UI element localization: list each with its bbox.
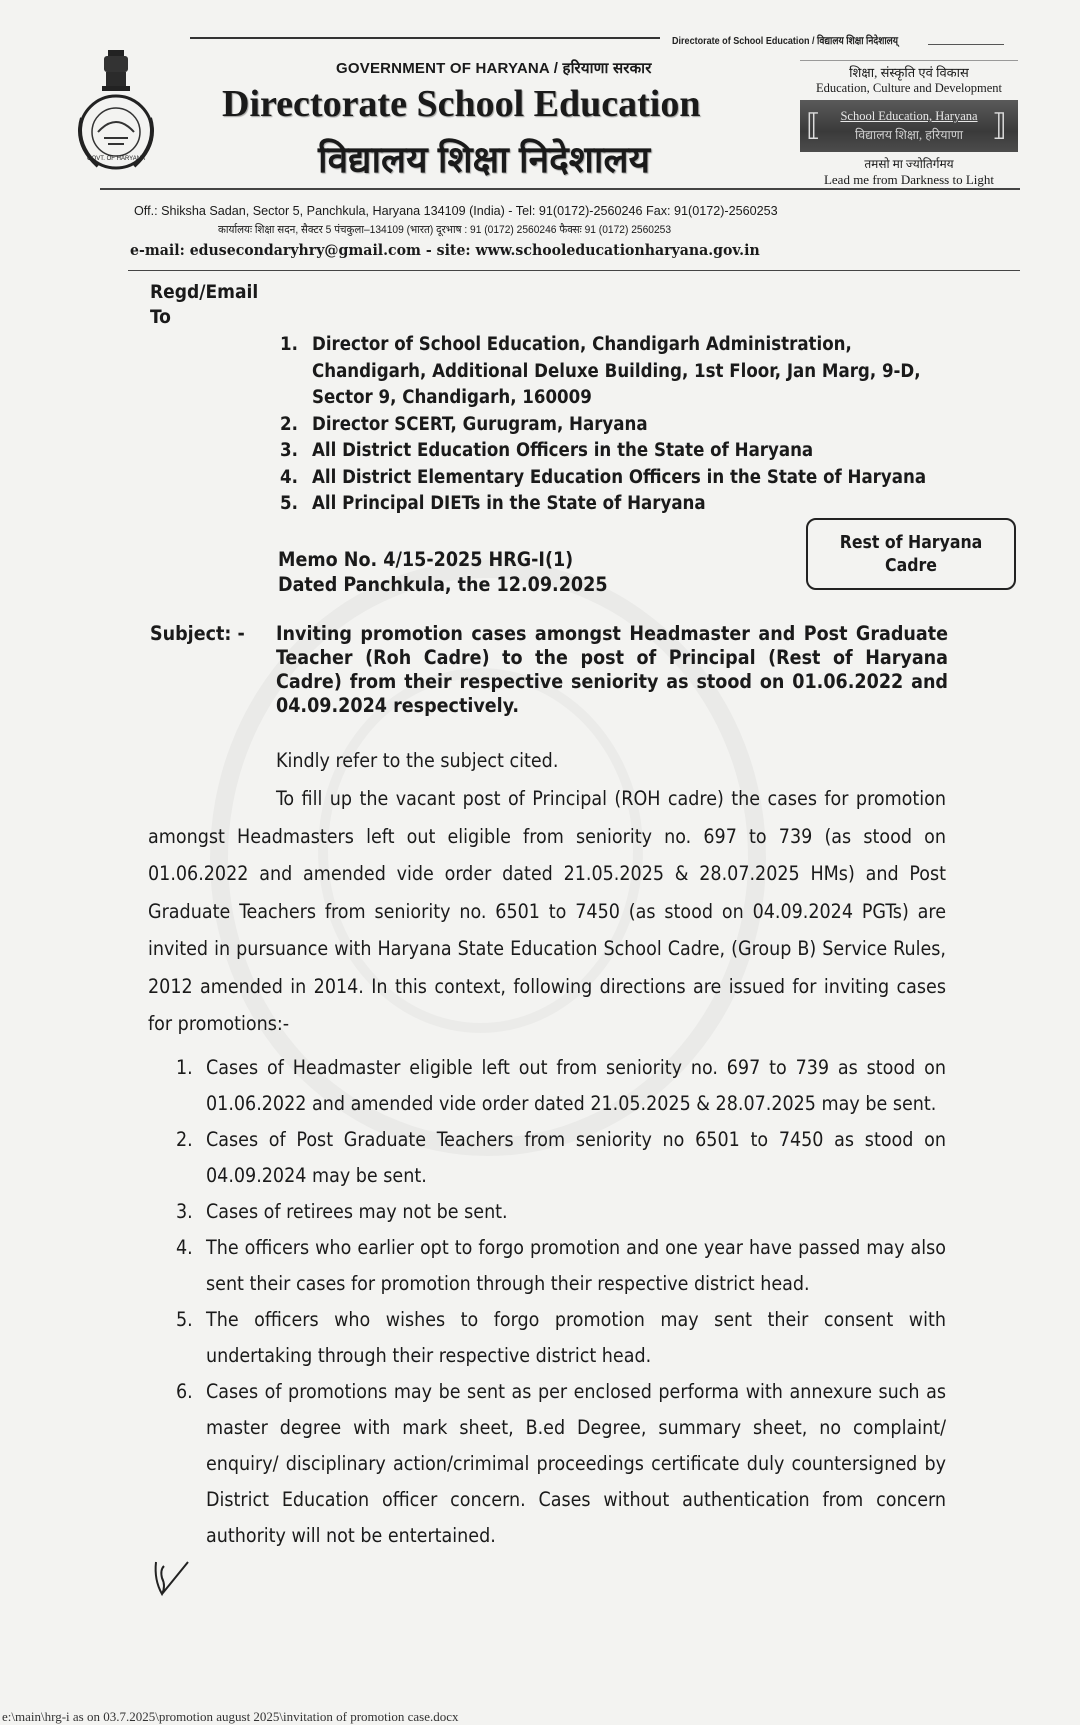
subject-label: Subject: - [150, 622, 245, 645]
addressee-item [280, 438, 960, 465]
contact-line: e-mail: edusecondaryhry@gmail.com - site: www.schooleducationharyana.gov.in [130, 241, 760, 259]
cadre-box-line-2: Cadre [885, 556, 937, 576]
banner-book-icon-right: ⟧ [992, 109, 1007, 142]
motto-rule-top [800, 60, 1018, 61]
opening-line: Kindly refer to the subject cited. [276, 749, 559, 772]
item-text: Cases of Post Graduate Teachers from seniority no 6501 to 7450 as stood on 04.09.2024 may be sent. [206, 1128, 946, 1187]
memo-number: Memo No. 4/15-2025 HRG-I(1) [278, 548, 574, 571]
motto-english-bottom: Lead me from Darkness to Light [823, 172, 995, 187]
item-text: All Principal DIETs in the State of Haryana [312, 493, 706, 514]
item-number: 2. [176, 1128, 193, 1151]
subject-text: Inviting promotion cases amongst Headmaster and Post Graduate Teacher (Roh Cadre) to the post of Principal (Rest of Haryana Cadre) from their respective seniority as stood on 01.06.2022 and 04.09.2024 respectively. [276, 622, 948, 717]
banner-line-2: विद्यालय शिक्षा, हरियाणा [854, 128, 964, 142]
direction-item [176, 1122, 946, 1194]
item-text: Director of School Education, Chandigarh Administration, Chandigarh, Additional Deluxe Building, 1st Floor, Jan Marg, 9-D, Sector 9, Chandigarh, 160009 [312, 334, 921, 408]
regd-label: Regd/Email [150, 281, 259, 303]
item-text: The officers who wishes to forgo promotion may sent their consent with undertaking through their respective district head. [206, 1308, 946, 1367]
motto-english-top: Education, Culture and Development [815, 81, 1003, 95]
directions-list [176, 1050, 946, 1554]
item-number: 6. [176, 1380, 193, 1403]
motto-hindi-top: शिक्षा, संस्कृति एवं विकास [849, 65, 969, 80]
department-title-hindi: विद्यालय शिक्षा निदेशालय [318, 139, 651, 180]
item-text: Cases of Headmaster eligible left out from seniority no. 697 to 739 as stood on 01.06.2022 and amended vide order dated 21.05.2025 & 28.07.2025 may be sent. [206, 1056, 946, 1115]
item-number: 2. [280, 413, 298, 435]
government-line: GOVERNMENT OF HARYANA / हरियाणा सरकार [336, 60, 652, 77]
item-number: 4. [176, 1236, 193, 1259]
footer-file-path: e:\main\hrg-i as on 03.7.2025\promotion august 2025\invitation of promotion case.docx [2, 1709, 459, 1724]
item-text: All District Education Officers in the State of Haryana [312, 440, 814, 461]
recipient-block [150, 280, 258, 330]
handwritten-tick-icon [152, 1556, 192, 1600]
item-number: 5. [280, 493, 298, 514]
addressee-list [280, 332, 960, 518]
header-divider [100, 188, 1020, 190]
cadre-box [806, 518, 1016, 590]
item-text: Cases of promotions may be sent as per enclosed performa with annexure such as master degree with mark sheet, B.ed Degree, summary sheet, no complaint/ enquiry/ disciplinary action/crimimal proceedings certificate duly countersigned by District Education officer concern. Cases without authentication from concern authority will not be entertained. [206, 1380, 946, 1547]
item-text: Director SCERT, Gurugram, Haryana [312, 413, 648, 435]
motto-box [800, 60, 1018, 188]
header-top-rule [190, 37, 660, 39]
direction-item [176, 1374, 946, 1554]
department-title: Directorate School Education [222, 83, 701, 125]
school-education-banner [800, 100, 1018, 152]
item-number: 1. [176, 1056, 193, 1079]
addressee-item [280, 465, 960, 492]
direction-item [176, 1302, 946, 1374]
item-number: 3. [280, 440, 298, 461]
memo-date: Dated Panchkula, the 12.09.2025 [278, 573, 608, 596]
addressee-item [280, 491, 960, 518]
direction-item [176, 1230, 946, 1302]
item-text: The officers who earlier opt to forgo promotion and one year have passed may also sent their cases for promotion through their respective district head. [206, 1236, 946, 1295]
office-address-english: Off.: Shiksha Sadan, Sector 5, Panchkula, Haryana 134109 (India) - Tel: 91(0172)-2560246 Fax: 91(0172)-2560253 [134, 204, 778, 218]
office-address-hindi: कार्यालयः शिक्षा सदन, सैक्टर 5 पंचकुला–134109 (भारत) दूरभाष : 91 (0172) 2560246 फैक्सः 91 (0172) 2560253 [218, 224, 672, 236]
main-paragraph: To fill up the vacant post of Principal (ROH cadre) the cases for promotion amongst Headmasters left out eligible from seniority no. 697 to 739 (as stood on 01.06.2022 and amended vide order dated 21.05.2025 & 28.07.2025 HMs) and Post Graduate Teachers from seniority no. 6501 to 7450 (as stood on 04.09.2024 PGTs) are invited in pursuance with Haryana State Education School Cadre, (Group B) Service Rules, 2012 amended in 2014. In this context, following directions are issued for inviting cases for promotions:- [148, 787, 946, 1035]
banner-book-icon-left: ⟦ [806, 109, 821, 142]
addressee-item [280, 412, 960, 439]
motto-hindi-bottom: तमसो मा ज्योतिर्गमय [864, 157, 954, 171]
header-bottom-divider [128, 270, 1020, 271]
addressee-item [280, 332, 960, 412]
to-label: To [150, 306, 171, 328]
item-number: 1. [280, 334, 298, 355]
haryana-emblem-icon [68, 48, 164, 172]
item-number: 3. [176, 1200, 193, 1223]
memo-block [278, 547, 608, 597]
header-top-caption: Directorate of School Education / विद्यालय शिक्षा निदेशालय् [672, 35, 899, 47]
banner-line-1: School Education, Haryana [840, 109, 978, 123]
emblem-text: GOVT. OF HARYANA [86, 156, 146, 162]
item-number: 5. [176, 1308, 193, 1331]
direction-item [176, 1050, 946, 1122]
item-number: 4. [280, 466, 298, 488]
item-text: Cases of retirees may not be sent. [206, 1200, 508, 1223]
direction-item [176, 1194, 946, 1230]
header-top-rule-right [928, 44, 1004, 45]
cadre-box-line-1: Rest of Haryana [839, 533, 983, 553]
item-text: All District Elementary Education Officers in the State of Haryana [312, 466, 927, 488]
